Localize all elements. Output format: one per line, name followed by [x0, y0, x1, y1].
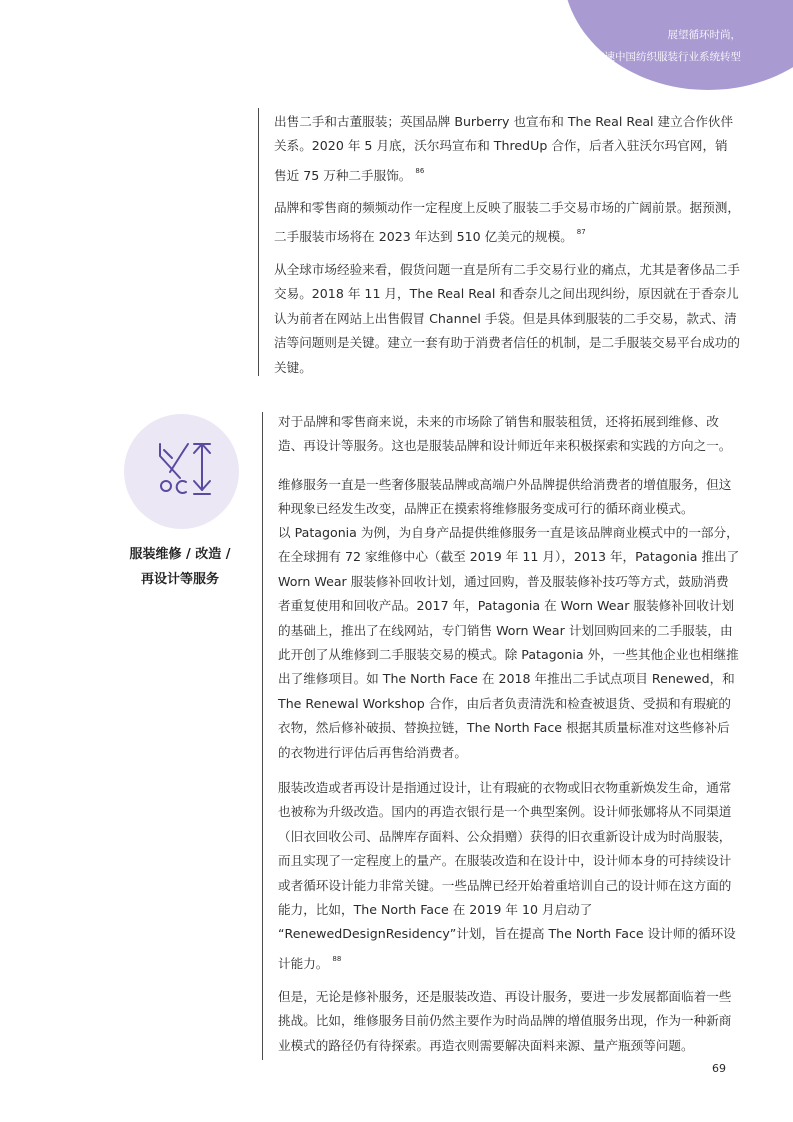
paragraph: 但是，无论是修补服务，还是服装改造、再设计服务，要进一步发展都面临着一些挑战。比如，维修服务目前仍然主要作为时尚品牌的增值服务出现，作为一种新商业模式的路径仍有待探索。再造衣则需要解决面料来源、量产瓶颈等问题。: [278, 989, 732, 1053]
paragraph: 品牌和零售商的频频动作一定程度上反映了服装二手交易市场的广阔前景。据预测，二手服装市场将在 2023 年达到 510 亿美元的规模。 $^{87}$: [274, 200, 740, 245]
header-title-line2: 加速中国纺织服装行业系统转型: [594, 51, 741, 63]
section-divider-line: [258, 108, 259, 376]
paragraph: 对于品牌和零售商来说，未来的市场除了销售和服装租赁，还将拓展到维修、改造、再设计等服务。这也是服装品牌和设计师近年来积极探索和实践的方向之一。: [278, 414, 732, 454]
footnote-ref: 86: [415, 166, 425, 175]
header-title: [594, 24, 741, 68]
paragraph: 服装改造或者再设计是指通过设计，让有瑕疵的衣物或旧衣物重新焕发生命，通常也被称为升级改造。国内的再造衣银行是一个典型案例。设计师张娜将从不同渠道（旧衣回收公司、品牌库存面料、公众捐赠）获得的旧衣重新设计成为时尚服装，而且实现了一定程度上的量产。在服装改造和在设计中，设计师本身的可持续设计或者循环设计能力非常关键。一些品牌已经开始着重培训自己的设计师在这方面的能力，比如，The North Face 在 2019 年 10 月启动了 “RenewedDesignResidency”计划，旨在提高 The North Face 设计师的循环设计能力。 $^{88}$: [278, 780, 736, 971]
section-title: [100, 542, 260, 592]
paragraph: 从全球市场经验来看，假货问题一直是所有二手交易行业的痛点，尤其是奢侈品二手交易。2018 年 11 月，The Real Real 和香奈儿之间出现纠纷，原因就在于香奈儿认为前者在网站上出售假冒 Channel 手袋。但是具体到服装的二手交易，款式、清洁等问题则是关键。建立一套有助于消费者信任的机制，是二手服装交易平台成功的关键。: [274, 262, 740, 375]
section-title-line2: 再设计等服务: [140, 572, 219, 587]
section-title-line1: 服装维修 / 改造 /: [129, 547, 231, 562]
footnote-ref: 88: [332, 954, 342, 963]
page-number: 69: [712, 1062, 726, 1075]
paragraph: 出售二手和古董服装；英国品牌 Burberry 也宣布和 The Real Real 建立合作伙伴关系。2020 年 5 月底，沃尔玛宣布和 ThredUp 合作，后者入驻沃尔玛官网，销售近 75 万种二手服饰。 $^{86}$: [274, 114, 734, 183]
header-title-line1: 展望循环时尚，: [667, 29, 741, 41]
paragraph: 维修服务一直是一些奢侈服装品牌或高端户外品牌提供给消费者的增值服务，但这种现象已经发生改变，品牌正在摸索将维修服务变成可行的循环商业模式。: [278, 477, 732, 517]
section-icon-badge: [124, 414, 239, 529]
repair-redesign-icon: [124, 414, 239, 529]
footnote-ref: 87: [576, 228, 586, 237]
section-divider-line: [262, 412, 263, 1060]
paragraph: 以 Patagonia 为例，为自身产品提供维修服务一直是该品牌商业模式中的一部分，在全球拥有 72 家维修中心（截至 2019 年 11 月），2013 年，Patagonia 推出了 Worn Wear 服装修补回收计划，通过回购，普及服装修补技巧等方式，鼓励消费者重复使用和回收产品。2017 年，Patagonia 在 Worn Wear 服装修补回收计划的基础上，推出了在线网站，专门销售 Worn Wear 计划回购回来的二手服装，由此开创了从维修到二手服装交易的模式。除 Patagonia 外，一些其他企业也相继推出了维修项目。如 The North Face 在 2018 年推出二手试点项目 Renewed，和 The Renewal Workshop 合作，由后者负责清洗和检查被退货、受损和有瑕疵的衣物，然后修补破损、替换拉链，The North Face 根据其质量标准对这些修补后的衣物进行评估后再售给消费者。: [278, 525, 740, 760]
